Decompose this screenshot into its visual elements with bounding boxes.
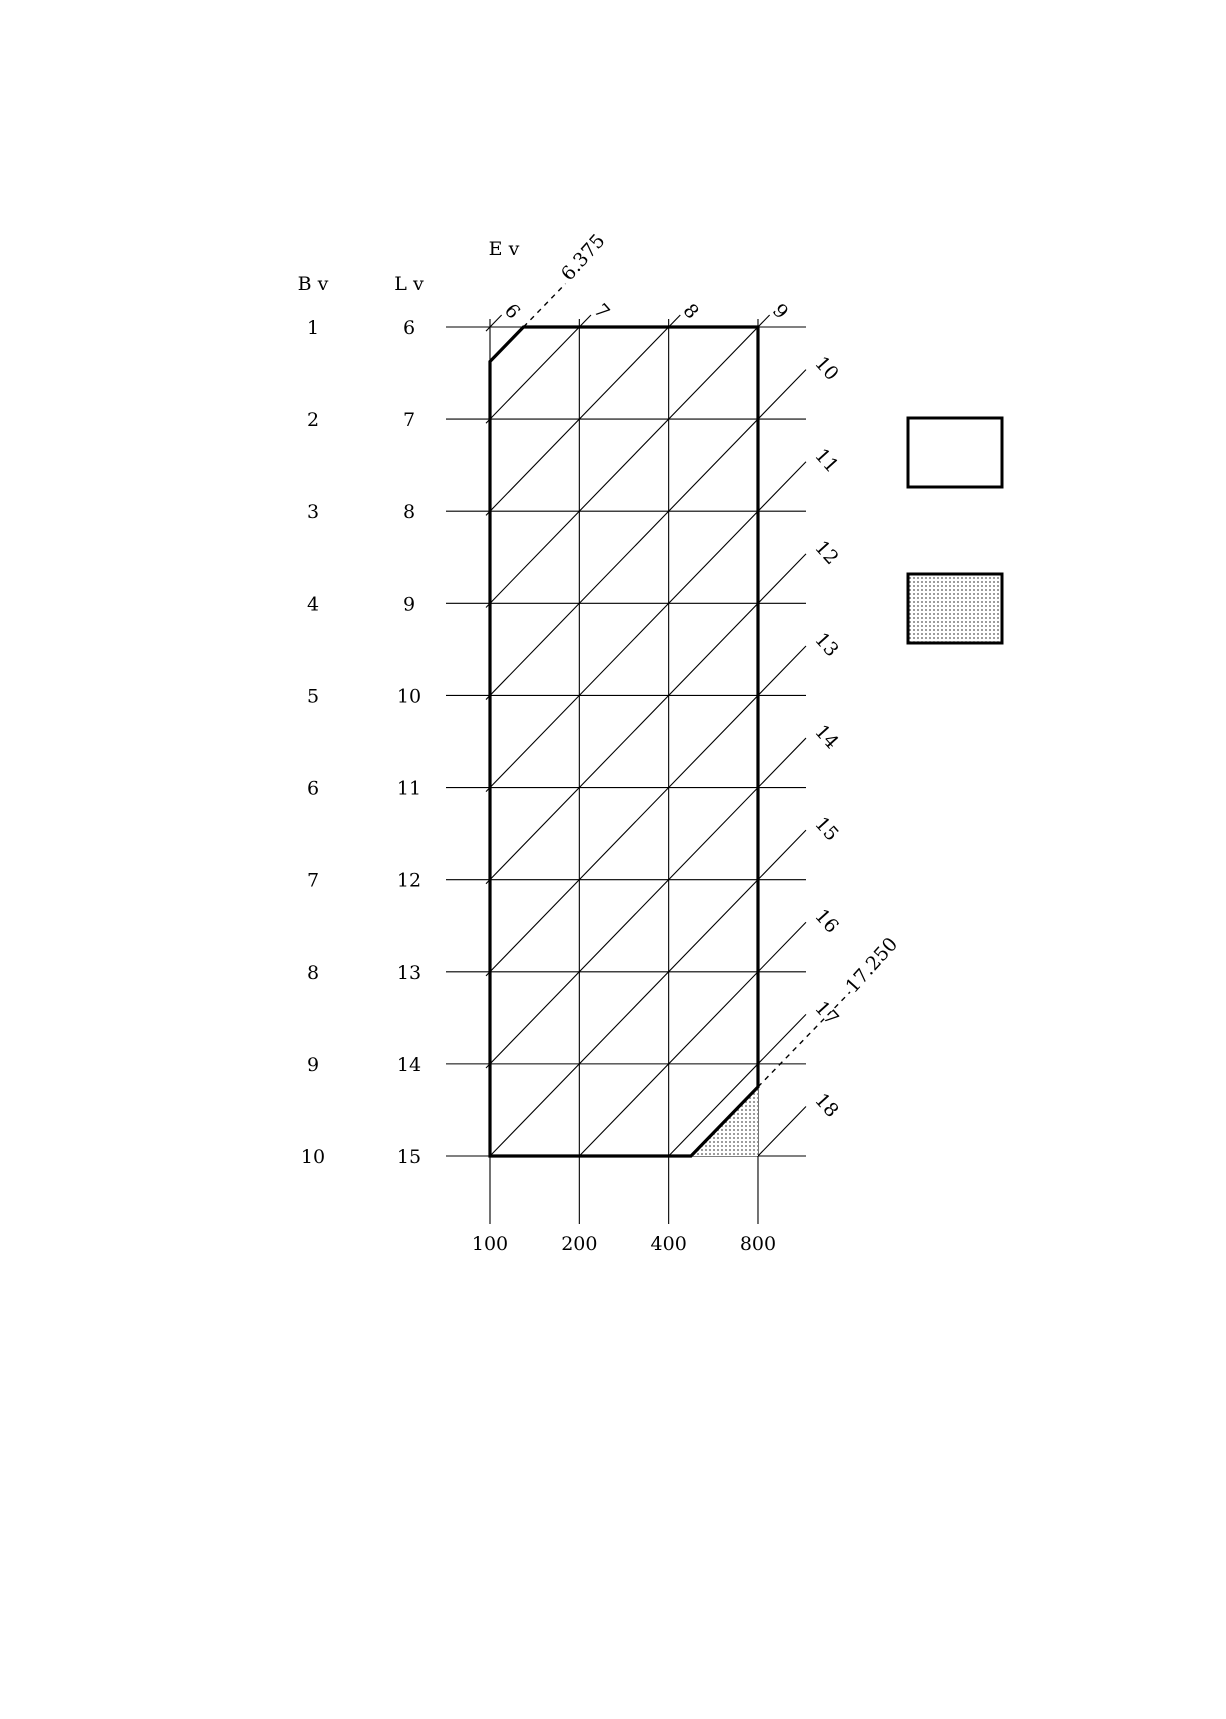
upper-limit-label: 17.250 [841, 933, 903, 998]
iso-value: 100 [471, 1232, 509, 1255]
lv-value: 12 [396, 869, 422, 892]
lv-value: 11 [396, 777, 422, 800]
ev-label: 6 [499, 299, 525, 324]
ev-label: 8 [678, 299, 704, 324]
lv-value: 7 [402, 409, 416, 432]
ev-line [758, 1106, 806, 1155]
bv-value: 3 [306, 501, 320, 524]
ev-line [486, 315, 770, 607]
legend-box-dotted [908, 574, 1002, 643]
ev-label: 17 [810, 997, 843, 1030]
legend-box-plain [908, 418, 1002, 487]
bv-value: 2 [306, 409, 320, 432]
ev-line [486, 315, 502, 331]
ev-label: 16 [810, 904, 843, 938]
lv-value: 6 [402, 317, 416, 339]
bv-value: 10 [300, 1145, 326, 1168]
ev-label: 11 [810, 444, 843, 478]
ev-label: 14 [810, 720, 843, 754]
column-labels [472, 1233, 776, 1255]
bv-header: B v [297, 273, 329, 295]
ev-label: 7 [589, 299, 614, 324]
bv-value: 7 [306, 869, 320, 892]
upper-limit-dashed-line [758, 992, 850, 1087]
ev-line [486, 315, 591, 423]
bv-value: 6 [306, 777, 320, 800]
horizontal-grid-lines [446, 327, 806, 1156]
ev-header: E v [488, 238, 520, 260]
bv-value: 5 [306, 685, 320, 708]
lv-value: 13 [396, 961, 422, 984]
ev-label: 9 [767, 299, 793, 324]
lower-limit-dashed-line [523, 284, 565, 327]
iso-value: 800 [739, 1232, 777, 1255]
ev-label: 10 [810, 352, 843, 385]
lv-value: 8 [402, 501, 416, 524]
bv-value: 4 [306, 593, 320, 616]
ev-line [486, 315, 680, 515]
ev-line [579, 922, 806, 1156]
bv-value: 1 [306, 317, 320, 339]
bv-value: 8 [306, 961, 320, 984]
ev-label: 13 [810, 628, 843, 662]
lv-header: L v [394, 273, 424, 295]
ev-line-labels [500, 300, 843, 1122]
ev-label: 18 [810, 1089, 843, 1122]
lv-value: 14 [396, 1053, 422, 1076]
row-labels [301, 317, 421, 1168]
lv-value: 9 [402, 593, 416, 616]
lower-limit-label: 6.375 [556, 229, 610, 286]
ev-label: 15 [810, 812, 843, 846]
ev-label: 12 [810, 536, 843, 570]
iso-value: 200 [561, 1232, 598, 1255]
bv-value: 9 [306, 1053, 320, 1076]
vertical-grid-lines [490, 319, 758, 1224]
lv-value: 15 [396, 1145, 422, 1168]
lv-value: 10 [396, 685, 422, 708]
iso-value: 400 [650, 1232, 687, 1255]
